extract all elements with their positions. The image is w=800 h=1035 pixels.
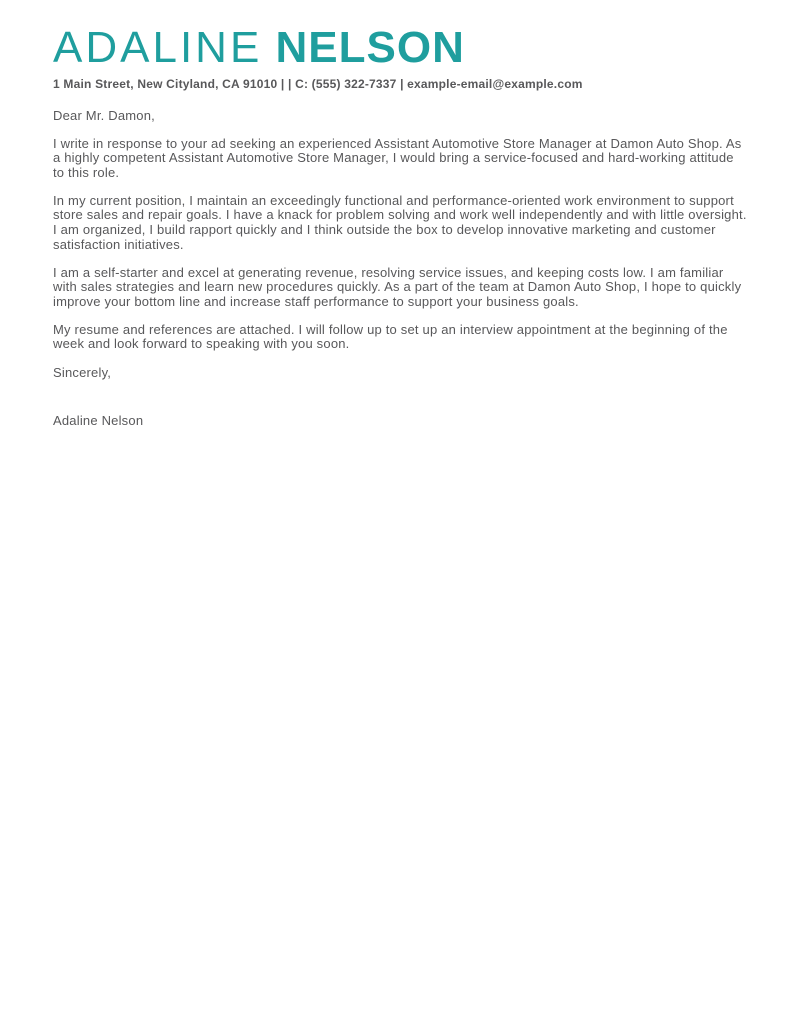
last-name: NELSON (275, 23, 465, 72)
paragraph-current-position: In my current position, I maintain an exceedingly functional and performance-oriented work environment to support store sales and repair goals. I have a knack for problem solving and work well independently and with little oversight. I am organized, I build rapport quickly and I think outside the box to develop innovative marketing and customer satisfaction initiatives. (53, 192, 747, 252)
page-title (53, 23, 747, 72)
paragraph-follow-up: My resume and references are attached. I will follow up to set up an interview appointment at the beginning of the week and look forward to speaking with you soon. (53, 321, 728, 352)
signature: Adaline Nelson (53, 412, 144, 428)
letter-body (53, 109, 747, 428)
salutation: Dear Mr. Damon, (53, 108, 155, 123)
paragraph-intro: I write in response to your ad seeking an experienced Assistant Automotive Store Manager at Damon Auto Shop. As a highly competent Assistant Automotive Store Manager, I would bring a service-focused and hard-working attitude to this role. (53, 135, 742, 181)
closing: Sincerely, (53, 364, 112, 380)
first-name: ADALINE (53, 23, 263, 72)
paragraph-skills: I am a self-starter and excel at generating revenue, resolving service issues, and keeping costs low. I am familiar with sales strategies and learn new procedures quickly. As a part of the team at Damon Auto Shop, I hope to quickly improve your bottom line and increase staff performance to support your business goals. (53, 264, 742, 309)
contact-line: 1 Main Street, New Cityland, CA 91010 | | C: (555) 322-7337 | example-email@example.com (53, 77, 583, 91)
